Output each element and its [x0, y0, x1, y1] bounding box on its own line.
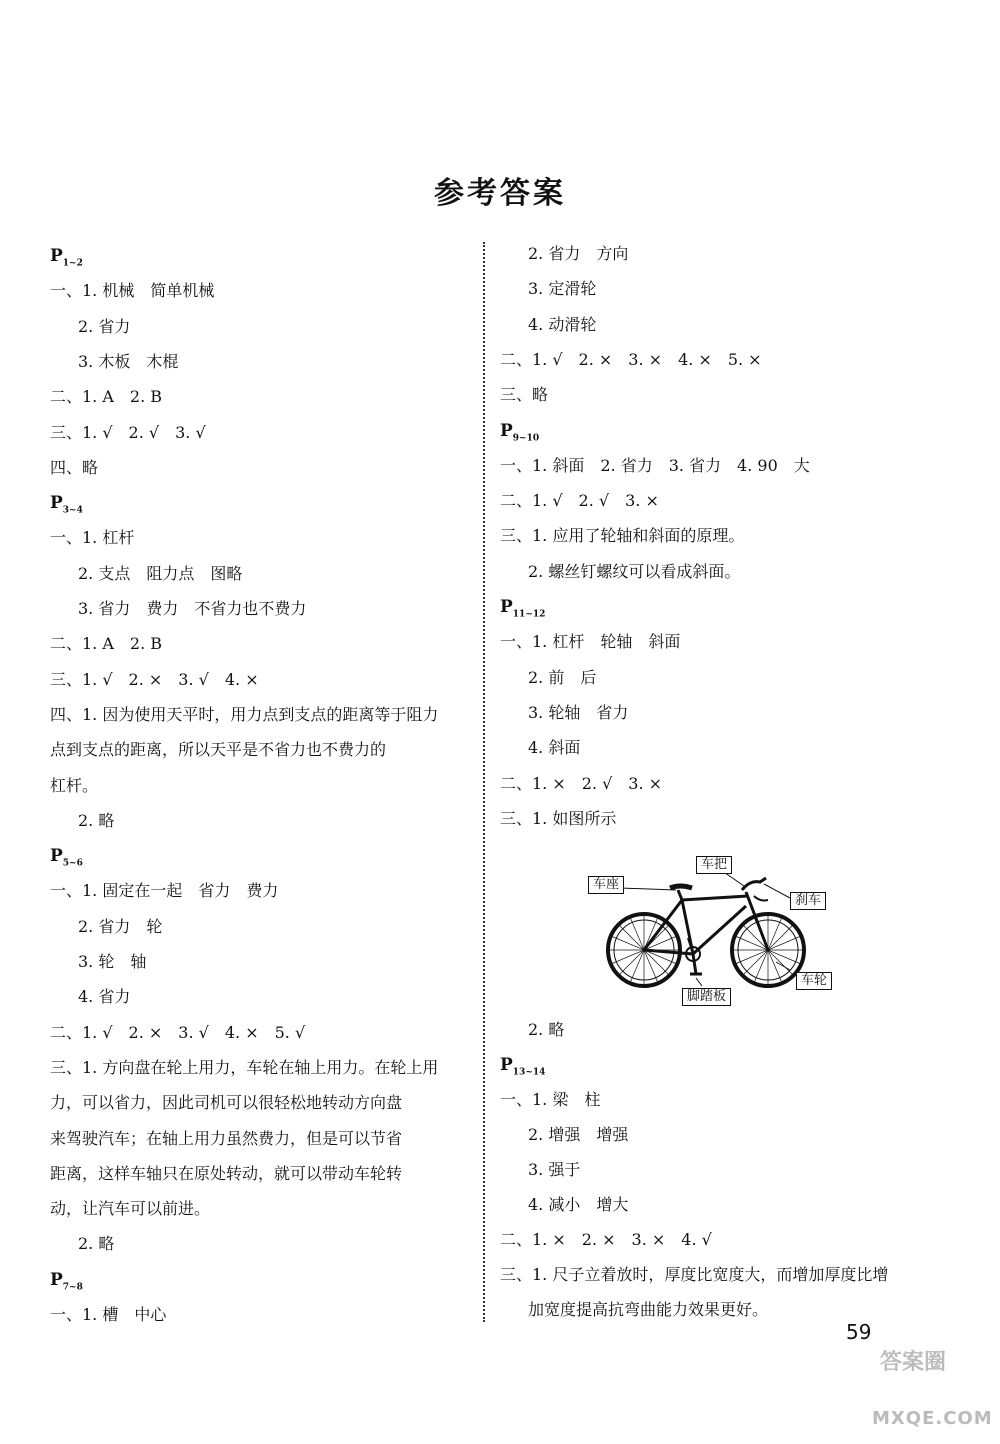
answer-line: 3. 省力 费力 不省力也不费力 — [78, 599, 307, 618]
label-seat: 车座 — [588, 876, 624, 894]
watermark-url: MXQE.COM — [872, 1408, 993, 1429]
answer-line: 3. 轮轴 省力 — [528, 702, 629, 722]
answer-line: 一、1. 槽 中心 — [50, 1305, 167, 1324]
answer-line: 3. 定滑轮 — [528, 279, 597, 299]
answer-line: 4. 斜面 — [528, 738, 581, 758]
label-brake: 刹车 — [790, 892, 826, 910]
answer-line: 来驾驶汽车；在轴上用力虽然费力，但是可以节省 — [50, 1128, 403, 1148]
answer-line: 四、1. 因为使用天平时，用力点到支点的距离等于阻力 — [50, 704, 439, 724]
answer-line: 二、1. √ 2. √ 3. × — [500, 491, 659, 511]
answer-line: 2. 略 — [78, 1234, 115, 1254]
answer-line: 三、1. 尺子立着放时，厚度比宽度大，而增加厚度比增 — [500, 1265, 889, 1284]
page-range-heading: $P_{13\sim 14}$ — [500, 1055, 546, 1078]
answer-line: 2. 增强 增强 — [528, 1125, 629, 1144]
answer-line: 2. 省力 — [78, 316, 131, 336]
answer-line: 三、1. 如图所示 — [500, 808, 617, 828]
page-number: 59 — [846, 1320, 872, 1344]
answer-line: 二、1. √ 2. × 3. √ 4. × 5. √ — [50, 1022, 306, 1042]
answer-line: 点到支点的距离，所以天平是不省力也不费力的 — [50, 740, 387, 760]
answer-line: 一、1. 斜面 2. 省力 3. 省力 4. 90 大 — [500, 455, 810, 475]
page-range-heading: $P_{9\sim 10}$ — [500, 420, 540, 443]
answer-line: 3. 木板 木棍 — [78, 351, 179, 371]
column-divider — [483, 242, 485, 1322]
answer-line: 三、略 — [500, 385, 549, 405]
bicycle-diagram — [578, 850, 858, 1008]
answer-line: 4. 减小 增大 — [528, 1195, 629, 1214]
answer-line: 一、1. 杠杆 — [50, 528, 135, 548]
page-range-heading: $P_{5\sim 6}$ — [50, 846, 83, 869]
answer-line: 4. 省力 — [78, 987, 131, 1007]
answer-line: 二、1. A 2. B — [50, 634, 163, 654]
answer-line: 一、1. 固定在一起 省力 费力 — [50, 881, 279, 901]
watermark-logo: 答案圈 — [880, 1350, 947, 1375]
answer-line: 动，让汽车可以前进。 — [50, 1199, 211, 1219]
answer-line: 2. 省力 轮 — [78, 916, 163, 936]
page-range-heading: $P_{3\sim 4}$ — [50, 493, 83, 516]
answer-line: 四、略 — [50, 457, 99, 477]
answer-line: 一、1. 梁 柱 — [500, 1090, 601, 1109]
answer-line: 三、1. 应用了轮轴和斜面的原理。 — [500, 526, 745, 546]
answer-line: 2. 略 — [78, 810, 115, 830]
answer-line: 杠杆。 — [50, 775, 99, 795]
answer-line: 三、1. √ 2. √ 3. √ — [50, 422, 206, 442]
label-wheel: 车轮 — [796, 972, 832, 990]
answer-line: 二、1. √ 2. × 3. × 4. × 5. × — [500, 349, 762, 369]
answer-line: 三、1. 方向盘在轮上用力，车轮在轴上用力。在轮上用 — [50, 1057, 439, 1077]
answer-line: 三、1. √ 2. × 3. √ 4. × — [50, 669, 259, 689]
answer-line: 2. 螺丝钉螺纹可以看成斜面。 — [528, 561, 741, 581]
answer-line: 二、1. × 2. √ 3. × — [500, 773, 663, 793]
answer-line: 3. 强于 — [528, 1160, 581, 1179]
label-pedal: 脚踏板 — [682, 988, 731, 1006]
answer-line: 一、1. 杠杆 轮轴 斜面 — [500, 632, 681, 652]
answer-line: 3. 轮 轴 — [78, 952, 147, 971]
page-range-heading: $P_{1\sim 2}$ — [50, 246, 83, 269]
answer-line: 2. 略 — [528, 1020, 565, 1039]
answer-line: 距离，这样车轴只在原处转动，就可以带动车轮转 — [50, 1163, 403, 1183]
answer-line: 力，可以省力，因此司机可以很轻松地转动方向盘 — [50, 1093, 403, 1113]
page-title: 参考答案 — [434, 176, 566, 211]
answer-line: 2. 省力 方向 — [528, 244, 629, 263]
page-range-heading: $P_{7\sim 8}$ — [50, 1269, 83, 1293]
answer-line: 2. 前 后 — [528, 667, 597, 687]
answer-line: 二、1. A 2. B — [50, 387, 163, 407]
answer-line: 加宽度提高抗弯曲能力效果更好。 — [528, 1300, 769, 1319]
answer-line: 二、1. × 2. × 3. × 4. √ — [500, 1230, 712, 1249]
answer-line: 2. 支点 阻力点 图略 — [78, 563, 243, 583]
answer-line: 一、1. 机械 简单机械 — [50, 281, 215, 301]
label-handlebar: 车把 — [696, 856, 732, 874]
page-range-heading: $P_{11\sim 12}$ — [500, 597, 546, 620]
answer-line: 4. 动滑轮 — [528, 314, 597, 334]
